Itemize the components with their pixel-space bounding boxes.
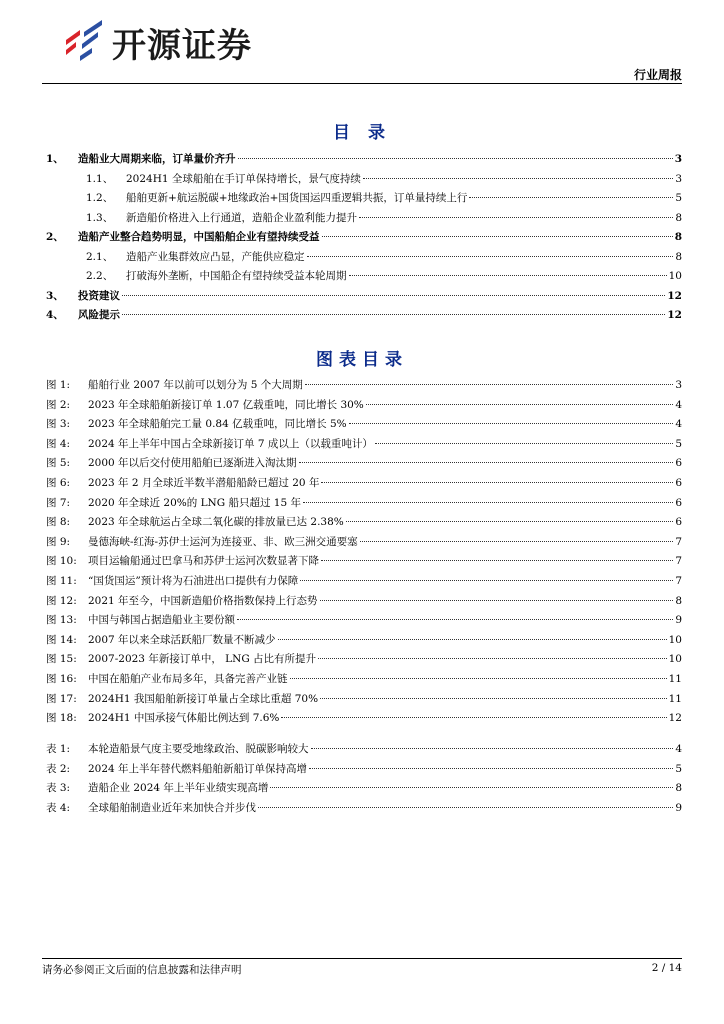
dot-leader — [122, 314, 665, 315]
toc-title: 目 录 — [333, 123, 391, 143]
entry-page: 5 — [675, 762, 682, 775]
dot-leader — [346, 521, 674, 522]
entry-page: 10 — [668, 653, 682, 666]
toc-entry[interactable] — [86, 171, 682, 186]
entry-page: 3 — [675, 172, 682, 185]
entry-number: 图 14: — [46, 633, 77, 646]
footer-disclaimer: 请务必参阅正文后面的信息披露和法律声明 — [42, 964, 242, 976]
entry-text: 造船产业集群效应凸显，产能供应稳定 — [126, 250, 305, 263]
toc-entry[interactable] — [46, 593, 682, 608]
entry-number: 2.2、 — [86, 270, 114, 282]
entry-text: 2024H1 我国船舶新接订单量占全球比重超 70% — [88, 692, 319, 705]
entry-page: 7 — [675, 555, 682, 568]
entry-text: 中国在船舶产业布局多年，具备完善产业链 — [88, 673, 288, 685]
entry-number: 1.1、 — [86, 172, 114, 185]
entry-number: 2.1、 — [86, 250, 114, 263]
toc-entry[interactable] — [46, 416, 682, 431]
entry-text: 打破海外垄断，中国船企有望持续受益本轮周期 — [126, 270, 347, 282]
entry-text: 2007 年以来全球活跃船厂数量不断减少 — [88, 633, 276, 646]
entry-page: 9 — [675, 614, 682, 627]
toc-entry[interactable] — [46, 612, 682, 627]
entry-page: 6 — [675, 516, 682, 529]
entry-number: 图 11: — [46, 575, 77, 587]
dot-leader — [303, 502, 673, 503]
toc-entry[interactable] — [46, 691, 682, 706]
toc-entry[interactable] — [46, 229, 682, 244]
entry-text: 2024H1 中国承接气体船比例达到 7.6% — [88, 712, 280, 725]
entry-number: 图 4: — [46, 437, 71, 450]
dot-leader — [311, 748, 674, 749]
entry-number: 4、 — [46, 309, 64, 321]
toc-entry[interactable] — [46, 780, 682, 795]
page-number: 2 / 14 — [651, 962, 682, 974]
entry-number: 图 10: — [46, 555, 77, 568]
entry-number: 图 17: — [46, 692, 77, 705]
entry-page: 8 — [675, 782, 682, 794]
entry-number: 图 8: — [46, 516, 71, 529]
dot-leader — [363, 178, 673, 179]
header-divider — [42, 83, 682, 84]
dot-leader — [375, 443, 673, 444]
toc-entry[interactable] — [46, 436, 682, 451]
toc-entry[interactable] — [46, 800, 682, 815]
entry-page: 10 — [668, 270, 682, 282]
entry-text: 2024H1 全球船舶在手订单保持增长，景气度持续 — [126, 172, 361, 185]
dot-leader — [299, 462, 674, 463]
toc-entry[interactable] — [46, 761, 682, 776]
dot-leader — [320, 600, 674, 601]
dot-leader — [309, 768, 673, 769]
entry-text: 2024 年上半年替代燃料船舶新船订单保持高增 — [88, 762, 308, 775]
entry-page: 12 — [667, 289, 682, 302]
entry-number: 图 15: — [46, 653, 77, 666]
entry-number: 2、 — [46, 231, 64, 243]
toc-entry[interactable] — [86, 268, 682, 283]
entry-text: 2020 年全球近 20%的 LNG 船只超过 15 年 — [88, 496, 301, 509]
entry-text: 2023 年 2 月全球近半数半潜船船龄已超过 20 年 — [88, 477, 320, 489]
entry-page: 3 — [675, 379, 682, 391]
brand-name: 开源证券 — [112, 25, 252, 66]
dot-leader — [321, 482, 673, 483]
dot-leader — [278, 639, 667, 640]
toc-entry[interactable] — [46, 632, 682, 647]
entry-page: 11 — [668, 673, 682, 685]
entry-page: 12 — [667, 309, 682, 321]
entry-number: 图 13: — [46, 614, 77, 627]
entry-number: 图 12: — [46, 594, 77, 607]
entry-page: 6 — [675, 477, 682, 489]
toc-entry[interactable] — [46, 475, 682, 490]
entry-text: 2021 年至今，中国新造船价格指数保持上行态势 — [88, 594, 318, 607]
entry-text: 投资建议 — [78, 289, 120, 302]
entry-page: 6 — [675, 457, 682, 470]
entry-number: 图 6: — [46, 477, 71, 489]
entry-text: 2007-2023 年新接订单中， LNG 占比有所提升 — [88, 653, 317, 666]
entry-page: 4 — [675, 398, 682, 411]
toc-entry[interactable] — [46, 651, 682, 666]
entry-page: 4 — [675, 418, 682, 431]
toc-entry[interactable] — [46, 151, 682, 166]
entry-page: 5 — [675, 437, 682, 450]
dot-leader — [290, 678, 667, 679]
toc-entry[interactable] — [46, 553, 682, 568]
dot-leader — [305, 384, 674, 385]
entry-number: 图 16: — [46, 673, 77, 685]
entry-page: 9 — [675, 801, 682, 814]
entry-text: 造船产业整合趋势明显，中国船舶企业有望持续受益 — [78, 231, 320, 243]
entry-text: 2000 年以后交付使用船舶已逐渐进入淘汰期 — [88, 457, 297, 470]
entry-text: 2023 年全球船舶完工量 0.84 亿载重吨，同比增长 5% — [88, 418, 347, 431]
dot-leader — [320, 698, 667, 699]
entry-number: 1、 — [46, 153, 64, 165]
entry-page: 8 — [675, 250, 682, 263]
report-type-label: 行业周报 — [633, 68, 682, 82]
entry-page: 10 — [668, 633, 682, 646]
entry-number: 1.2、 — [86, 192, 114, 204]
toc-entry[interactable] — [86, 210, 682, 225]
entry-page: 5 — [675, 192, 682, 204]
dot-leader — [469, 197, 673, 198]
entry-number: 3、 — [46, 289, 64, 302]
toc-entry[interactable] — [46, 573, 682, 588]
entry-number: 图 18: — [46, 712, 77, 725]
entry-page: 8 — [675, 594, 682, 607]
dot-leader — [321, 560, 673, 561]
toc-entry[interactable] — [46, 495, 682, 510]
entry-text: 造船业大周期来临，订单量价齐升 — [78, 153, 236, 165]
dot-leader — [360, 541, 674, 542]
dot-leader — [359, 217, 673, 218]
entry-page: 12 — [668, 712, 682, 725]
brand-mark-icon — [62, 20, 106, 64]
entry-number: 表 2: — [46, 762, 71, 775]
dot-leader — [238, 158, 673, 159]
toc-entry[interactable] — [46, 307, 682, 322]
toc-entry[interactable] — [46, 397, 682, 412]
entry-text: 本轮造船景气度主要受地缘政治、脱碳影响较大 — [88, 743, 309, 755]
dot-leader — [270, 787, 673, 788]
entry-text: “国货国运”预计将为石油进出口提供有力保障 — [88, 575, 299, 587]
dot-leader — [322, 236, 673, 237]
entry-text: 船舶更新+航运脱碳+地缘政治+国货国运四重逻辑共振，订单量持续上行 — [126, 192, 468, 204]
entry-text: 中国与韩国占据造船业主要份额 — [88, 614, 235, 627]
entry-page: 3 — [674, 153, 682, 165]
dot-leader — [318, 658, 667, 659]
toc-entry[interactable] — [86, 190, 682, 205]
entry-page: 8 — [674, 231, 682, 243]
dot-leader — [349, 423, 674, 424]
entry-text: 船舶行业 2007 年以前可以划分为 5 个大周期 — [88, 379, 303, 391]
entry-page: 8 — [675, 211, 682, 224]
entry-number: 图 2: — [46, 398, 71, 411]
dot-leader — [349, 275, 667, 276]
dot-leader — [281, 717, 666, 718]
entry-number: 表 3: — [46, 782, 71, 794]
dot-leader — [366, 404, 674, 405]
entry-number: 图 1: — [46, 379, 71, 391]
entry-number: 图 7: — [46, 496, 71, 509]
footer-divider — [42, 958, 682, 959]
toc-entry[interactable] — [46, 377, 682, 392]
toc-entry[interactable] — [46, 288, 682, 303]
dot-leader — [258, 807, 673, 808]
entry-text: 2024 年上半年中国占全球新接订单 7 成以上（以载重吨计） — [88, 437, 373, 450]
entry-number: 表 1: — [46, 743, 71, 755]
entry-text: 2023 年全球船舶新接订单 1.07 亿载重吨，同比增长 30% — [88, 398, 364, 411]
toc-entry[interactable] — [46, 534, 682, 549]
dot-leader — [122, 295, 665, 296]
entry-text: 2023 年全球航运占全球二氧化碳的排放量已达 2.38% — [88, 516, 344, 529]
entry-page: 7 — [675, 575, 682, 587]
entry-text: 曼德海峡-红海-苏伊士运河为连接亚、非、欧三洲交通要塞 — [88, 535, 358, 548]
dot-leader — [307, 256, 674, 257]
entry-page: 4 — [675, 743, 682, 755]
toc-entry[interactable] — [46, 741, 682, 756]
dot-leader — [237, 619, 673, 620]
toc-entry[interactable] — [46, 514, 682, 529]
figures-title: 图表目录 — [316, 350, 408, 370]
entry-page: 7 — [675, 535, 682, 548]
toc-entry[interactable] — [46, 671, 682, 686]
toc-entry[interactable] — [46, 710, 682, 725]
entry-text: 造船企业 2024 年上半年业绩实现高增 — [88, 782, 269, 794]
entry-number: 表 4: — [46, 801, 71, 814]
dot-leader — [300, 580, 673, 581]
entry-text: 全球船舶制造业近年来加快合并步伐 — [88, 801, 256, 814]
entry-page: 11 — [668, 692, 682, 705]
entry-number: 1.3、 — [86, 211, 114, 224]
entry-text: 新造船价格进入上行通道，造船企业盈利能力提升 — [126, 211, 357, 224]
entry-text: 项目运输船通过巴拿马和苏伊士运河次数显著下降 — [88, 555, 319, 568]
toc-entry[interactable] — [46, 455, 682, 470]
entry-page: 6 — [675, 496, 682, 509]
entry-text: 风险提示 — [78, 309, 120, 321]
brand-logo — [62, 20, 252, 64]
toc-entry[interactable] — [86, 249, 682, 264]
entry-number: 图 3: — [46, 418, 71, 431]
entry-number: 图 9: — [46, 535, 71, 548]
entry-number: 图 5: — [46, 457, 71, 470]
